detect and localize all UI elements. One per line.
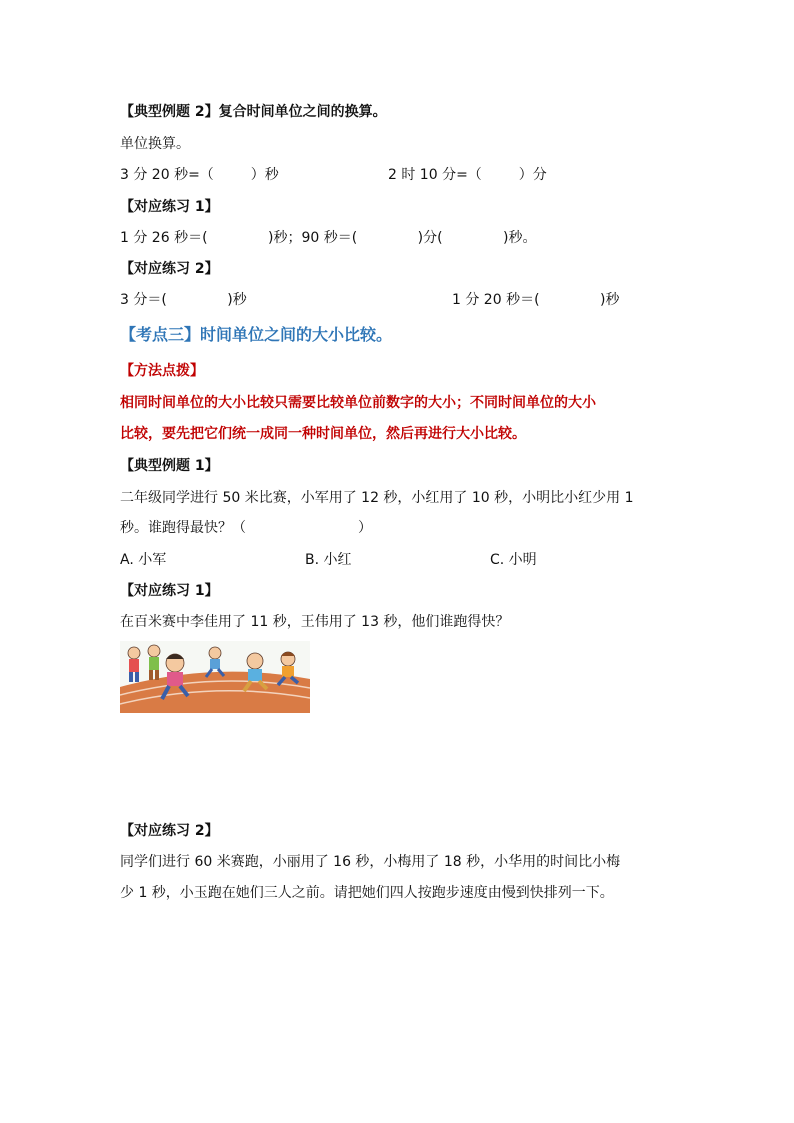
example2-instruction: 单位换算。 xyxy=(120,136,190,152)
example1-option-b: B. 小红 xyxy=(305,552,352,568)
running-race-icon xyxy=(120,641,310,713)
method-line-2: 比较，要先把它们统一成同一种时间单位，然后再进行大小比较。 xyxy=(120,426,526,442)
practice1b-title: 【对应练习 1】 xyxy=(120,583,219,599)
example2-question-1: 3 分 20 秒=（ ）秒 xyxy=(120,167,279,183)
example1-line-2: 秒。谁跑得最快？（ ） xyxy=(120,520,372,536)
children-running-race-illustration xyxy=(120,641,310,713)
example1-option-a: A. 小军 xyxy=(120,552,167,568)
example1-title: 【典型例题 1】 xyxy=(120,458,219,474)
example2-title: 【典型例题 2】复合时间单位之间的换算。 xyxy=(120,104,387,120)
practice1a-text: 1 分 26 秒＝( )秒；90 秒＝( )分( )秒。 xyxy=(120,230,537,246)
practice1a-title: 【对应练习 1】 xyxy=(120,199,219,215)
example1-line-1: 二年级同学进行 50 米比赛，小军用了 12 秒，小红用了 10 秒，小明比小红少用 1 xyxy=(120,490,634,506)
practice2b-line-1: 同学们进行 60 米赛跑，小丽用了 16 秒，小梅用了 18 秒，小华用的时间比小梅 xyxy=(120,854,621,870)
practice1b-text: 在百米赛中李佳用了 11 秒，王伟用了 13 秒，他们谁跑得快？ xyxy=(120,614,510,630)
method-line-1: 相同时间单位的大小比较只需要比较单位前数字的大小；不同时间单位的大小 xyxy=(120,395,596,411)
practice2a-question-1: 3 分＝( )秒 xyxy=(120,292,247,308)
practice2a-title: 【对应练习 2】 xyxy=(120,261,219,277)
practice2b-title: 【对应练习 2】 xyxy=(120,823,219,839)
practice2b-line-2: 少 1 秒，小玉跑在她们三人之前。请把她们四人按跑步速度由慢到快排列一下。 xyxy=(120,885,614,901)
point3-heading: 【考点三】时间单位之间的大小比较。 xyxy=(120,325,393,344)
method-title: 【方法点拨】 xyxy=(120,363,204,379)
practice2a-question-2: 1 分 20 秒＝( )秒 xyxy=(452,292,620,308)
example2-question-2: 2 时 10 分=（ ）分 xyxy=(388,167,547,183)
example1-option-c: C. 小明 xyxy=(490,552,537,568)
